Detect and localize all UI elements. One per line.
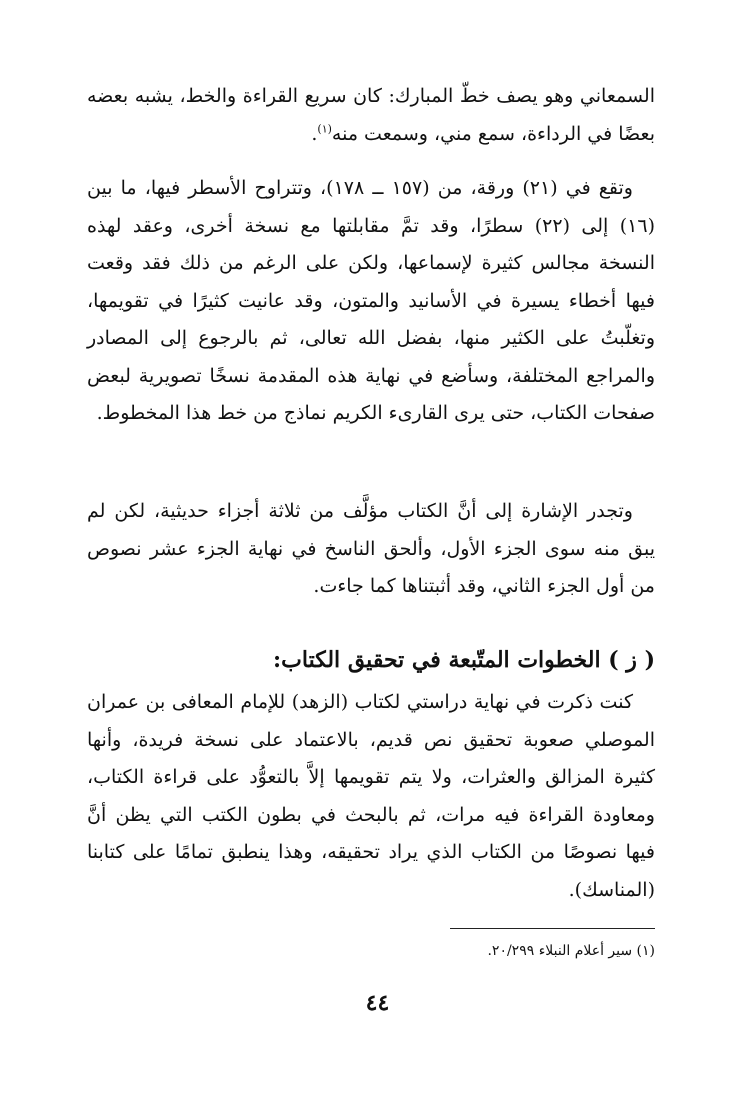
paragraph-3: [87, 493, 655, 606]
paragraph-4-text: كنت ذكرت في نهاية دراستي لكتاب (الزهد) للإمام المعافى بن عمران الموصلي صعوبة تحقيق نص قديم، بالاعتماد على نسخة فريدة، وأنها كثيرة المزالق والعثرات، ولا يتم تقويمها إلاَّ بالتعوُّد على قراءة الكتاب، ومعاودة القراءة فيه مرات، ثم بالبحث في بطون الكتب التي يظن أنَّ فيها نصوصًا من الكتاب الذي يراد تحقيقه، وهذا ينطبق تمامًا على كتابنا (المناسك).: [87, 691, 655, 901]
paragraph-1: [87, 78, 655, 153]
section-heading: ( ز ) الخطوات المتّبعة في تحقيق الكتاب:: [273, 647, 655, 673]
paragraph-1-end: .: [311, 122, 318, 145]
paragraph-3-text: وتجدر الإشارة إلى أنَّ الكتاب مؤلَّف من ثلاثة أجزاء حديثية، لكن لم يبق منه سوى الجزء الأول، وألحق الناسخ في نهاية الجزء عشر نصوص من أول الجزء الثاني، وقد أثبتناها كما جاءت.: [87, 500, 655, 597]
paragraph-4: [87, 684, 655, 909]
paragraph-2: [87, 170, 655, 433]
page-number: ٤٤: [365, 990, 390, 1016]
paragraph-2-text: وتقع في (٢١) ورقة، من (١٥٧ ــ ١٧٨)، وتتراوح الأسطر فيها، ما بين (١٦) إلى (٢٢) سطرًا، وقد تمَّ مقابلتها مع نسخة أخرى، وعقد لهذه النسخة مجالس كثيرة لإسماعها، ولكن على الرغم من ذلك فقد وقعت فيها أخطاء يسيرة في الأسانيد والمتون، وقد عانيت كثيرًا في تقويمها، وتغلّبتُ على الكثير منها، بفضل الله تعالى، ثم بالرجوع إلى المصادر والمراجع المختلفة، وسأضع في نهاية هذه المقدمة نسخًا تصويرية لبعض صفحات الكتاب، حتى يرى القارىء الكريم نماذج من خط هذا المخطوط.: [87, 177, 655, 424]
footnote-divider: [450, 928, 655, 929]
paragraph-1-text: السمعاني وهو يصف خطّ المبارك: كان سريع القراءة والخط، يشبه بعضه بعضًا في الرداءة، سمع مني، وسمعت منه: [87, 85, 655, 145]
footnote: (١) سير أعلام النبلاء ٢٠/٢٩٩.: [487, 943, 655, 959]
footnote-reference: (١): [317, 122, 332, 136]
